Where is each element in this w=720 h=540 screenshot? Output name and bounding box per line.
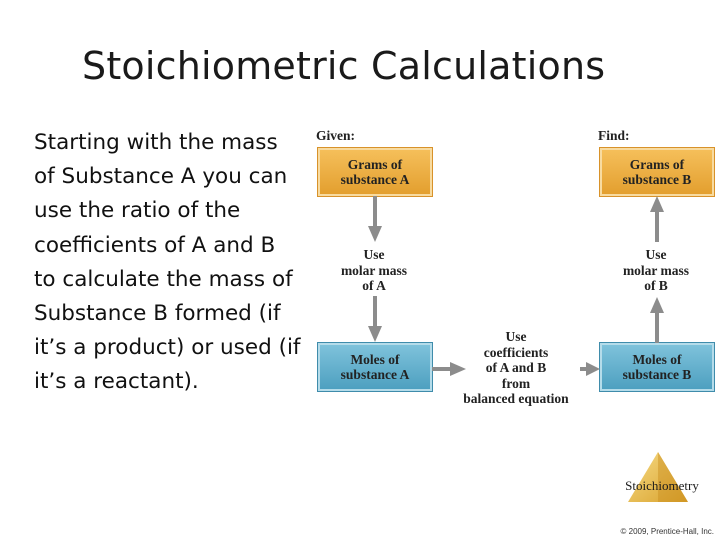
note-line: Use: [363, 247, 385, 262]
up-arrow-icon: [650, 196, 664, 242]
find-label: Find:: [598, 128, 630, 143]
moles-substance-b-box: [600, 343, 714, 391]
grams-substance-a-box: [318, 148, 432, 196]
box-line: substance A: [340, 367, 410, 382]
given-label: Given:: [316, 128, 355, 143]
copyright-text: © 2009, Prentice-Hall, Inc.: [620, 527, 714, 536]
down-arrow-icon: [368, 196, 382, 242]
box-line: Moles of: [350, 352, 400, 367]
box-line: substance B: [622, 367, 692, 382]
note-line: molar mass: [340, 262, 408, 278]
molar-mass-a-note: [322, 247, 426, 294]
box-line: Moles of: [632, 352, 682, 367]
right-arrow-icon: [580, 362, 600, 376]
note-line: of A and B: [485, 360, 547, 375]
note-line: of A: [362, 278, 386, 293]
logo-label: Stoichiometry: [625, 478, 699, 493]
note-line: coefficients: [483, 344, 549, 360]
note-line: balanced equation: [463, 391, 569, 406]
box-line: substance B: [622, 172, 692, 187]
note-line: Use: [505, 329, 527, 344]
stoichiometry-pyramid-logo: [612, 452, 704, 502]
box-line: Grams of: [347, 157, 403, 172]
right-arrow-icon: [432, 362, 466, 376]
note-line: Use: [645, 247, 667, 262]
up-arrow-icon: [650, 297, 664, 343]
slide-body-text: Starting with the mass of Substance A you can use the ratio of the coefficients of A and B to calculate the mass of Substance B formed (if it’s a product) or used (if it’s a reactant).: [34, 130, 301, 395]
down-arrow-icon: [368, 296, 382, 342]
note-line: molar mass: [622, 262, 690, 278]
moles-substance-a-box: [318, 343, 432, 391]
box-line: substance A: [340, 172, 410, 187]
molar-mass-b-note: [604, 247, 708, 294]
note-line: from: [501, 375, 531, 391]
note-line: of B: [644, 278, 668, 293]
coefficients-note: [446, 329, 586, 407]
slide-title: Stoichiometric Calculations: [82, 44, 606, 88]
grams-substance-b-box: [600, 148, 714, 196]
box-line: Grams of: [629, 157, 685, 172]
